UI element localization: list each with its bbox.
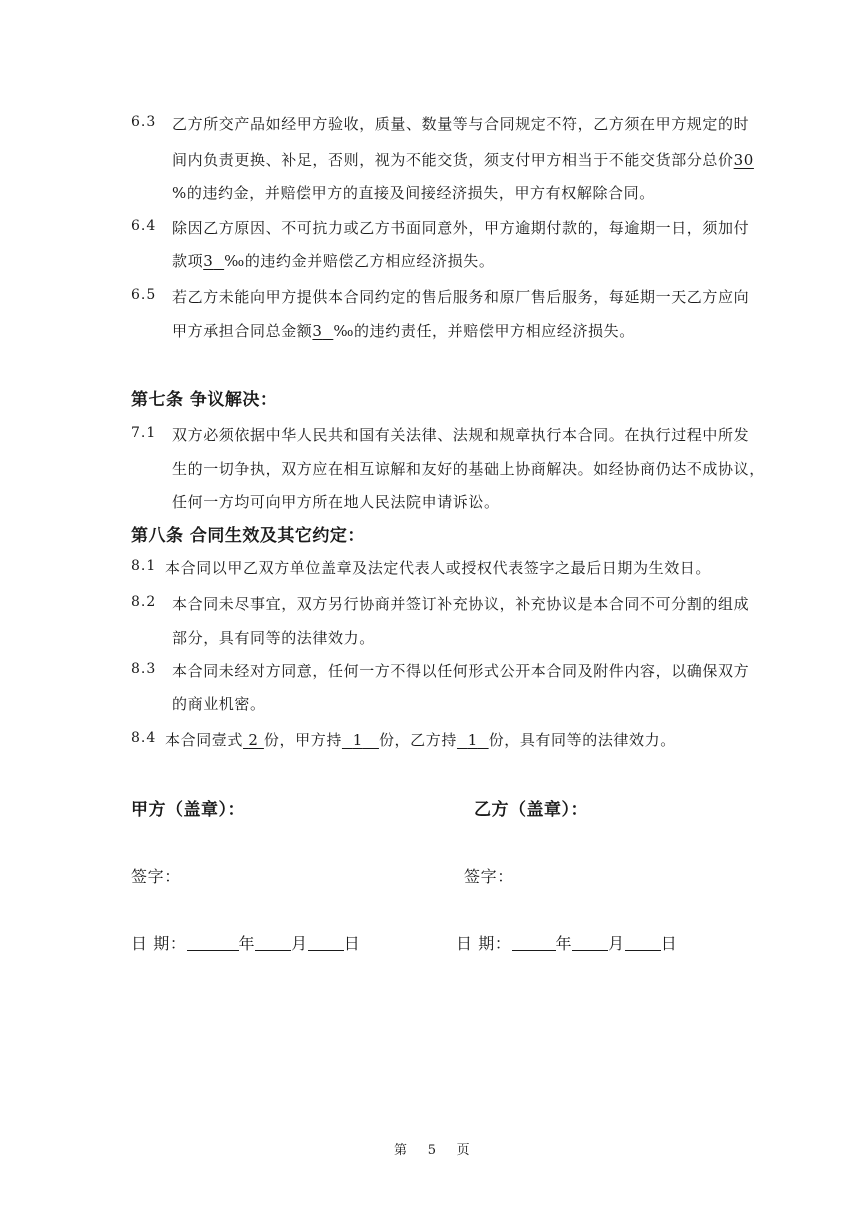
month-blank[interactable] — [255, 934, 291, 951]
clause-text: %的违约金，并赔偿甲方的直接及间接经济损失，甲方有权解除合同。 — [172, 184, 655, 202]
clause-text: 乙方所交产品如经甲方验收，质量、数量等与合同规定不符，乙方须在甲方规定的时 — [172, 115, 750, 133]
filled-blank: 1 — [352, 731, 363, 749]
party-b-seal-label: 乙方（盖章）： — [474, 800, 588, 820]
clause-number: 8.1 — [131, 558, 157, 574]
clause-text: 本合同未经对方同意，任何一方不得以任何形式公开本合同及附件内容，以确保双方 — [172, 662, 750, 680]
clause-text: 间内负责更换、补足，否则，视为不能交货，须支付甲方相当于不能交货部分总价30 — [172, 151, 754, 169]
party-a-seal-label: 甲方（盖章）： — [131, 800, 245, 820]
party-b-sign-label: 签字： — [464, 867, 514, 886]
clause-text: 除因乙方原因、不可抗力或乙方书面同意外，甲方逾期付款的，每逾期一日，须加付 — [172, 219, 750, 237]
article-heading: 第七条 争议解决： — [131, 390, 278, 410]
filled-blank: 3 — [203, 252, 214, 270]
clause-number: 8.3 — [131, 661, 157, 677]
clause-number: 6.3 — [131, 114, 157, 130]
clause-number: 8.2 — [131, 594, 157, 610]
clause-text: 双方必须依据中华人民共和国有关法律、法规和规章执行本合同。在执行过程中所发 — [172, 426, 750, 444]
filled-blank: 1 — [467, 731, 478, 749]
clause-text: 本合同壹式 2 份，甲方持 1 份，乙方持 1 份，具有同等的法律效力。 — [165, 731, 676, 749]
year-blank[interactable] — [512, 934, 556, 951]
month-blank[interactable] — [572, 934, 608, 951]
party-b-date-line: 日 期： 年 月 日 — [456, 934, 678, 953]
clause-text: 任何一方均可向甲方所在地人民法院申请诉讼。 — [172, 493, 500, 511]
clause-number: 6.4 — [131, 218, 157, 234]
filled-blank: 3 — [312, 322, 323, 340]
page-footer: 第 5 页 — [394, 1143, 470, 1158]
clause-number: 7.1 — [131, 425, 157, 441]
day-blank[interactable] — [625, 934, 661, 951]
day-blank[interactable] — [308, 934, 344, 951]
clause-text: 甲方承担合同总金额3 ‰的违约责任，并赔偿甲方相应经济损失。 — [172, 322, 635, 340]
clause-text: 的商业机密。 — [172, 695, 266, 713]
year-blank[interactable] — [187, 934, 239, 951]
filled-blank: 2 — [248, 731, 259, 749]
article-heading: 第八条 合同生效及其它约定： — [131, 526, 365, 546]
clause-text: 若乙方未能向甲方提供本合同约定的售后服务和原厂售后服务，每延期一天乙方应向 — [172, 288, 750, 306]
clause-text: 本合同以甲乙双方单位盖章及法定代表人或授权代表签字之最后日期为生效日。 — [165, 559, 712, 577]
clause-text: 部分，具有同等的法律效力。 — [172, 629, 375, 647]
clause-number: 6.5 — [131, 287, 157, 303]
party-a-date-line: 日 期： 年 月 日 — [131, 934, 361, 953]
clause-text: 生的一切争执，双方应在相互谅解和友好的基础上协商解决。如经协商仍达不成协议， — [172, 460, 765, 478]
filled-blank: 30 — [733, 151, 754, 169]
clause-text: 本合同未尽事宜，双方另行协商并签订补充协议，补充协议是本合同不可分割的组成 — [172, 595, 750, 613]
party-a-sign-label: 签字： — [131, 867, 181, 886]
clause-number: 8.4 — [131, 730, 157, 746]
page-number: 5 — [427, 1143, 436, 1158]
clause-text: 款项3 ‰的违约金并赔偿乙方相应经济损失。 — [172, 252, 495, 270]
